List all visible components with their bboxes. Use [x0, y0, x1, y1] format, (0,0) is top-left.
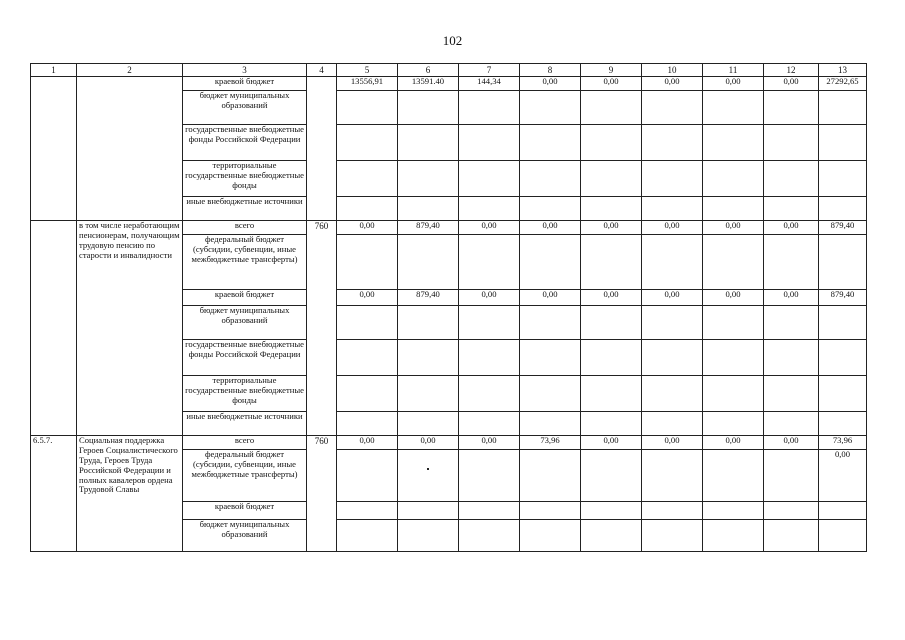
value-cell	[703, 125, 764, 161]
value-cell: 73,96	[819, 436, 867, 450]
expense-type-code: 760	[307, 221, 337, 436]
value-cell: 0,00	[764, 77, 819, 91]
value-cell	[459, 197, 520, 221]
value-cell	[819, 520, 867, 552]
value-cell	[520, 376, 581, 412]
value-cell: 0,00	[459, 221, 520, 235]
value-cell	[520, 306, 581, 340]
value-cell: 0,00	[581, 436, 642, 450]
value-cell	[581, 520, 642, 552]
value-cell	[764, 340, 819, 376]
funding-source: иные внебюджетные источники	[183, 197, 307, 221]
value-cell: 0,00	[520, 77, 581, 91]
value-cell	[459, 520, 520, 552]
value-cell: 27292,65	[819, 77, 867, 91]
value-cell	[337, 450, 398, 502]
value-cell	[398, 502, 459, 520]
value-cell	[459, 235, 520, 290]
value-cell	[581, 306, 642, 340]
value-cell: 0,00	[642, 290, 703, 306]
value-cell: 0,00	[642, 436, 703, 450]
value-cell: 0,00	[764, 436, 819, 450]
value-cell	[819, 376, 867, 412]
value-cell	[459, 340, 520, 376]
value-cell	[642, 197, 703, 221]
value-cell	[581, 412, 642, 436]
funding-source: бюджет муниципальных образований	[183, 520, 307, 552]
value-cell: 0,00	[459, 436, 520, 450]
value-cell	[520, 520, 581, 552]
header-row	[31, 64, 867, 77]
header-cell: 2	[77, 64, 183, 77]
funding-source: всего	[183, 436, 307, 450]
funding-source: бюджет муниципальных образований	[183, 306, 307, 340]
value-cell	[581, 450, 642, 502]
value-cell	[520, 450, 581, 502]
value-cell: 0,00	[642, 77, 703, 91]
header-cell: 1	[31, 64, 77, 77]
value-cell	[398, 340, 459, 376]
value-cell	[703, 450, 764, 502]
value-cell: 0,00	[459, 290, 520, 306]
value-cell: 0,00	[337, 290, 398, 306]
value-cell	[819, 412, 867, 436]
value-cell	[337, 197, 398, 221]
value-cell	[520, 412, 581, 436]
value-cell	[398, 412, 459, 436]
section-code	[31, 77, 77, 221]
value-cell	[398, 235, 459, 290]
value-cell	[459, 376, 520, 412]
value-cell	[764, 502, 819, 520]
value-cell	[459, 91, 520, 125]
header-cell: 3	[183, 64, 307, 77]
scan-mark	[427, 468, 429, 470]
table-row	[31, 436, 867, 450]
value-cell	[819, 125, 867, 161]
header-cell: 9	[581, 64, 642, 77]
funding-source: иные внебюджетные источники	[183, 412, 307, 436]
value-cell: 13591.40	[398, 77, 459, 91]
value-cell	[459, 306, 520, 340]
value-cell: 0,00	[703, 436, 764, 450]
value-cell	[337, 520, 398, 552]
table-row	[31, 77, 867, 91]
value-cell	[337, 125, 398, 161]
header-cell: 12	[764, 64, 819, 77]
value-cell	[581, 197, 642, 221]
value-cell	[703, 340, 764, 376]
funding-source: краевой бюджет	[183, 77, 307, 91]
funding-source: бюджет муниципальных образований	[183, 91, 307, 125]
value-cell	[520, 502, 581, 520]
value-cell	[703, 376, 764, 412]
value-cell	[459, 412, 520, 436]
value-cell	[581, 502, 642, 520]
value-cell	[398, 125, 459, 161]
value-cell	[819, 502, 867, 520]
value-cell	[642, 125, 703, 161]
value-cell	[398, 91, 459, 125]
value-cell: 0,00	[581, 221, 642, 235]
value-cell	[642, 412, 703, 436]
value-cell	[703, 412, 764, 436]
value-cell	[520, 125, 581, 161]
value-cell	[764, 520, 819, 552]
value-cell: 0,00	[581, 290, 642, 306]
header-cell: 4	[307, 64, 337, 77]
header-cell: 8	[520, 64, 581, 77]
page-number: 102	[442, 33, 463, 48]
expense-type-code	[307, 77, 337, 221]
expense-type-code: 760	[307, 436, 337, 552]
value-cell: 879,40	[819, 290, 867, 306]
value-cell	[581, 161, 642, 197]
funding-source: краевой бюджет	[183, 290, 307, 306]
value-cell	[581, 91, 642, 125]
section-name	[77, 77, 183, 221]
section-code	[31, 221, 77, 436]
value-cell	[459, 502, 520, 520]
value-cell: 0,00	[764, 290, 819, 306]
value-cell: 0,00	[642, 221, 703, 235]
value-cell	[642, 502, 703, 520]
value-cell	[337, 340, 398, 376]
value-cell: 0,00	[703, 290, 764, 306]
value-cell	[520, 197, 581, 221]
value-cell	[642, 91, 703, 125]
value-cell	[764, 197, 819, 221]
value-cell	[703, 197, 764, 221]
value-cell	[337, 376, 398, 412]
funding-source: краевой бюджет	[183, 502, 307, 520]
value-cell	[764, 125, 819, 161]
value-cell	[764, 235, 819, 290]
value-cell	[764, 161, 819, 197]
value-cell	[703, 91, 764, 125]
value-cell	[819, 306, 867, 340]
value-cell: 0,00	[520, 221, 581, 235]
header-cell: 6	[398, 64, 459, 77]
value-cell	[398, 161, 459, 197]
value-cell: 879,40	[819, 221, 867, 235]
value-cell	[398, 450, 459, 502]
value-cell	[703, 161, 764, 197]
value-cell	[819, 91, 867, 125]
header-cell: 5	[337, 64, 398, 77]
value-cell	[703, 502, 764, 520]
value-cell	[520, 235, 581, 290]
value-cell	[337, 235, 398, 290]
table-row	[31, 221, 867, 235]
value-cell	[459, 161, 520, 197]
value-cell	[337, 502, 398, 520]
value-cell	[703, 306, 764, 340]
value-cell: 73,96	[520, 436, 581, 450]
header-cell: 11	[703, 64, 764, 77]
value-cell	[337, 161, 398, 197]
value-cell	[764, 450, 819, 502]
value-cell	[459, 450, 520, 502]
funding-source: территориальные государственные внебюджетные фонды	[183, 376, 307, 412]
value-cell	[581, 376, 642, 412]
value-cell	[703, 235, 764, 290]
header-cell: 10	[642, 64, 703, 77]
section-name: Социальная поддержка Героев Социалистического Труда, Героев Труда Российской Федерации и полных кавалеров ордена Трудовой Славы	[77, 436, 183, 552]
value-cell: 0,00	[398, 436, 459, 450]
value-cell	[642, 520, 703, 552]
value-cell	[398, 520, 459, 552]
section-code: 6.5.7.	[31, 436, 77, 552]
value-cell	[520, 91, 581, 125]
value-cell	[642, 340, 703, 376]
value-cell	[520, 340, 581, 376]
value-cell	[764, 91, 819, 125]
value-cell	[337, 91, 398, 125]
budget-table	[30, 63, 867, 552]
value-cell: 0,00	[581, 77, 642, 91]
funding-source: федеральный бюджет (субсидии, субвенции, иные межбюджетные трансферты)	[183, 450, 307, 502]
value-cell	[819, 340, 867, 376]
value-cell	[398, 306, 459, 340]
header-cell: 7	[459, 64, 520, 77]
value-cell	[703, 520, 764, 552]
funding-source: федеральный бюджет (субсидии, субвенции, иные межбюджетные трансферты)	[183, 235, 307, 290]
value-cell	[642, 161, 703, 197]
value-cell	[819, 197, 867, 221]
value-cell	[520, 161, 581, 197]
value-cell: 0,00	[819, 450, 867, 502]
funding-source: государственные внебюджетные фонды Российской Федерации	[183, 125, 307, 161]
value-cell	[764, 306, 819, 340]
value-cell	[642, 306, 703, 340]
value-cell	[819, 235, 867, 290]
value-cell	[459, 125, 520, 161]
value-cell	[581, 340, 642, 376]
value-cell	[398, 376, 459, 412]
value-cell	[337, 306, 398, 340]
value-cell: 0,00	[337, 436, 398, 450]
value-cell: 879,40	[398, 290, 459, 306]
value-cell: 0,00	[703, 77, 764, 91]
value-cell: 144,34	[459, 77, 520, 91]
funding-source: государственные внебюджетные фонды Российской Федерации	[183, 340, 307, 376]
value-cell: 0,00	[703, 221, 764, 235]
value-cell	[642, 376, 703, 412]
value-cell: 0,00	[520, 290, 581, 306]
value-cell	[764, 412, 819, 436]
value-cell	[764, 376, 819, 412]
value-cell	[642, 450, 703, 502]
value-cell: 13556,91	[337, 77, 398, 91]
value-cell	[581, 235, 642, 290]
value-cell	[337, 412, 398, 436]
value-cell	[819, 161, 867, 197]
value-cell	[398, 197, 459, 221]
funding-source: территориальные государственные внебюджетные фонды	[183, 161, 307, 197]
section-name: в том числе неработающим пенсионерам, получающим трудовую пенсию по старости и инвалидности	[77, 221, 183, 436]
value-cell: 879,40	[398, 221, 459, 235]
value-cell: 0,00	[337, 221, 398, 235]
header-cell: 13	[819, 64, 867, 77]
value-cell	[642, 235, 703, 290]
value-cell: 0,00	[764, 221, 819, 235]
value-cell	[581, 125, 642, 161]
funding-source: всего	[183, 221, 307, 235]
